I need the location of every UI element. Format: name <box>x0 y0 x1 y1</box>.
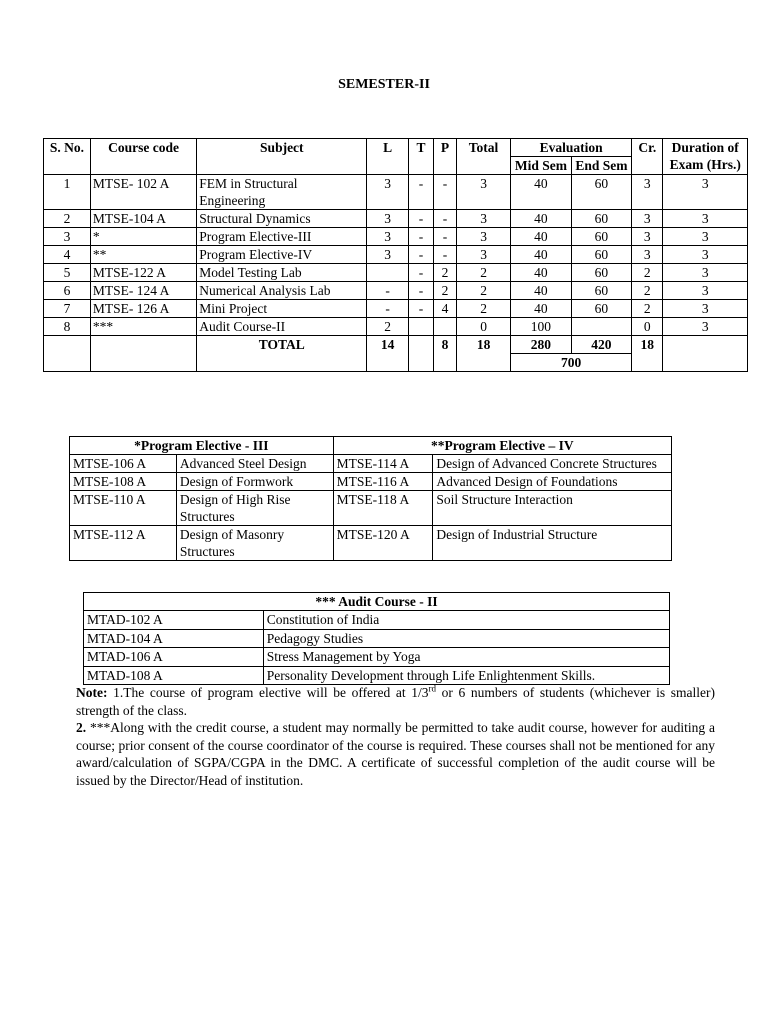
total-cell: 3 <box>456 210 510 228</box>
note-1 <box>76 684 715 719</box>
l-cell: 3 <box>367 175 409 210</box>
elective-iv-name: Soil Structure Interaction <box>433 491 672 526</box>
cr-cell: 2 <box>632 264 663 282</box>
t-cell: - <box>409 228 434 246</box>
mid-sem-header: Mid Sem <box>511 157 571 175</box>
mid-sem-cell: 40 <box>511 300 571 318</box>
t-cell <box>409 318 434 336</box>
table-row <box>44 246 748 264</box>
duration-cell: 3 <box>663 282 748 300</box>
elective-iii-header: *Program Elective - III <box>70 437 334 455</box>
sno-cell: 4 <box>44 246 91 264</box>
note-2-number: 2. <box>76 720 87 735</box>
elective-iv-code: MTSE-120 A <box>333 526 433 561</box>
elective-iv-name: Design of Industrial Structure <box>433 526 672 561</box>
audit-code: MTAD-102 A <box>84 611 264 630</box>
audit-code: MTAD-108 A <box>84 666 264 685</box>
table-row <box>84 666 670 685</box>
t-cell: - <box>409 300 434 318</box>
note-1-text-a: 1.The course of program elective will be offered at 1/3 <box>113 685 429 700</box>
end-sem-cell: 60 <box>571 228 631 246</box>
l-cell: - <box>367 282 409 300</box>
elective-iii-name: Design of Masonry Structures <box>176 526 333 561</box>
audit-code: MTAD-104 A <box>84 629 264 648</box>
audit-name: Personality Development through Life Enlightenment Skills. <box>263 666 669 685</box>
total-cell: 2 <box>456 300 510 318</box>
note-1-text-b: or 6 numbers of students (whichever is smaller) strength of the class. <box>76 685 716 718</box>
total-cell: 3 <box>456 228 510 246</box>
p-cell <box>434 318 457 336</box>
note-2-text: ***Along with the credit course, a student may normally be permitted to take audit course, however for auditing a course; prior consent of the course coordinator of the course is required. These courses shall not be mentioned for any award/calculation of SGPA/CGPA in the DMC. A certificate of successful completion of the audit course will be issued by the Director/Head of institution. <box>76 720 715 788</box>
sno-header: S. No. <box>44 139 91 175</box>
mid-sem-cell: 100 <box>511 318 571 336</box>
sno-cell: 1 <box>44 175 91 210</box>
t-cell: - <box>409 264 434 282</box>
audit-header: *** Audit Course - II <box>84 593 670 611</box>
total-cell: 2 <box>456 264 510 282</box>
elective-iii-code: MTSE-112 A <box>70 526 177 561</box>
semester-table <box>43 138 748 372</box>
note-2 <box>76 719 715 789</box>
t-cell: - <box>409 175 434 210</box>
audit-header-row <box>84 593 670 611</box>
sno-cell: 7 <box>44 300 91 318</box>
elective-iv-name: Advanced Design of Foundations <box>433 473 672 491</box>
duration-cell: 3 <box>663 210 748 228</box>
total-cell: 0 <box>456 318 510 336</box>
end-sem-header: End Sem <box>571 157 631 175</box>
subject-cell: Model Testing Lab <box>197 264 367 282</box>
sno-cell: 3 <box>44 228 91 246</box>
audit-code: MTAD-106 A <box>84 648 264 667</box>
duration-cell: 3 <box>663 300 748 318</box>
audit-name: Pedagogy Studies <box>263 629 669 648</box>
subject-cell: FEM in Structural Engineering <box>197 175 367 210</box>
note-label: Note: <box>76 685 108 700</box>
sno-cell: 5 <box>44 264 91 282</box>
header-row <box>44 139 748 157</box>
total-cell: 3 <box>456 246 510 264</box>
duration-cell: 3 <box>663 175 748 210</box>
elective-iii-code: MTSE-106 A <box>70 455 177 473</box>
course-code-cell: MTSE-104 A <box>90 210 196 228</box>
table-row <box>70 473 672 491</box>
table-row <box>44 228 748 246</box>
duration-cell: 3 <box>663 246 748 264</box>
cr-cell: 0 <box>632 318 663 336</box>
table-row <box>70 491 672 526</box>
course-code-cell: ** <box>90 246 196 264</box>
total-duration <box>663 336 748 372</box>
grand-total: 700 <box>511 354 632 372</box>
cr-cell: 3 <box>632 210 663 228</box>
p-cell: - <box>434 228 457 246</box>
table-row <box>44 264 748 282</box>
duration-cell: 3 <box>663 228 748 246</box>
total-end: 420 <box>571 336 631 354</box>
elective-iv-code: MTSE-114 A <box>333 455 433 473</box>
subject-header: Subject <box>197 139 367 175</box>
p-cell: 2 <box>434 282 457 300</box>
elective-iv-name: Design of Advanced Concrete Structures <box>433 455 672 473</box>
elective-iii-name: Design of High Rise Structures <box>176 491 333 526</box>
total-label: TOTAL <box>197 336 367 372</box>
table-row <box>70 526 672 561</box>
duration-cell: 3 <box>663 264 748 282</box>
end-sem-cell: 60 <box>571 300 631 318</box>
end-sem-cell: 60 <box>571 246 631 264</box>
course-code-cell: MTSE- 126 A <box>90 300 196 318</box>
subject-cell: Program Elective-III <box>197 228 367 246</box>
table-row <box>44 282 748 300</box>
end-sem-cell <box>571 318 631 336</box>
t-cell: - <box>409 210 434 228</box>
duration-cell: 3 <box>663 318 748 336</box>
mid-sem-cell: 40 <box>511 210 571 228</box>
l-cell: - <box>367 300 409 318</box>
course-code-cell: *** <box>90 318 196 336</box>
course-code-cell: MTSE-122 A <box>90 264 196 282</box>
elective-iii-name: Design of Formwork <box>176 473 333 491</box>
cr-cell: 3 <box>632 246 663 264</box>
p-cell: - <box>434 246 457 264</box>
total-l: 14 <box>367 336 409 372</box>
total-row <box>44 336 748 354</box>
cr-cell: 2 <box>632 300 663 318</box>
end-sem-cell: 60 <box>571 282 631 300</box>
course-code-cell: * <box>90 228 196 246</box>
elective-iii-name: Advanced Steel Design <box>176 455 333 473</box>
l-cell: 2 <box>367 318 409 336</box>
duration-header: Duration of Exam (Hrs.) <box>663 139 748 175</box>
table-row <box>44 318 748 336</box>
elective-iv-code: MTSE-116 A <box>333 473 433 491</box>
audit-table <box>83 592 670 685</box>
table-row <box>44 175 748 210</box>
total-total: 18 <box>456 336 510 372</box>
table-row <box>84 611 670 630</box>
course-code-header: Course code <box>90 139 196 175</box>
end-sem-cell: 60 <box>571 264 631 282</box>
table-row <box>84 629 670 648</box>
table-row <box>84 648 670 667</box>
total-cell: 3 <box>456 175 510 210</box>
total-cr: 18 <box>632 336 663 372</box>
mid-sem-cell: 40 <box>511 282 571 300</box>
end-sem-cell: 60 <box>571 175 631 210</box>
sno-cell: 2 <box>44 210 91 228</box>
cr-header: Cr. <box>632 139 663 175</box>
total-p: 8 <box>434 336 457 372</box>
p-cell: - <box>434 175 457 210</box>
total-cell: 2 <box>456 282 510 300</box>
mid-sem-cell: 40 <box>511 175 571 210</box>
course-code-cell: MTSE- 124 A <box>90 282 196 300</box>
elective-iv-code: MTSE-118 A <box>333 491 433 526</box>
table-row <box>44 210 748 228</box>
total-row-blank <box>90 336 196 372</box>
l-header: L <box>367 139 409 175</box>
sno-cell: 6 <box>44 282 91 300</box>
l-cell: 3 <box>367 210 409 228</box>
p-cell: - <box>434 210 457 228</box>
l-cell <box>367 264 409 282</box>
total-header: Total <box>456 139 510 175</box>
course-code-cell: MTSE- 102 A <box>90 175 196 210</box>
subject-cell: Mini Project <box>197 300 367 318</box>
end-sem-cell: 60 <box>571 210 631 228</box>
p-cell: 4 <box>434 300 457 318</box>
subject-cell: Numerical Analysis Lab <box>197 282 367 300</box>
p-header: P <box>434 139 457 175</box>
subject-cell: Structural Dynamics <box>197 210 367 228</box>
mid-sem-cell: 40 <box>511 264 571 282</box>
elective-header-row <box>70 437 672 455</box>
t-header: T <box>409 139 434 175</box>
audit-name: Stress Management by Yoga <box>263 648 669 667</box>
elective-iii-code: MTSE-110 A <box>70 491 177 526</box>
l-cell: 3 <box>367 228 409 246</box>
page-title: SEMESTER-II <box>338 77 430 92</box>
total-t <box>409 336 434 372</box>
notes <box>76 684 715 789</box>
total-mid: 280 <box>511 336 571 354</box>
subject-cell: Program Elective-IV <box>197 246 367 264</box>
sno-cell: 8 <box>44 318 91 336</box>
mid-sem-cell: 40 <box>511 246 571 264</box>
table-row <box>70 455 672 473</box>
mid-sem-cell: 40 <box>511 228 571 246</box>
evaluation-header: Evaluation <box>511 139 632 157</box>
t-cell: - <box>409 246 434 264</box>
cr-cell: 2 <box>632 282 663 300</box>
elective-table <box>69 436 672 561</box>
l-cell: 3 <box>367 246 409 264</box>
cr-cell: 3 <box>632 228 663 246</box>
t-cell: - <box>409 282 434 300</box>
elective-iii-code: MTSE-108 A <box>70 473 177 491</box>
p-cell: 2 <box>434 264 457 282</box>
note-1-sup: rd <box>428 683 437 694</box>
cr-cell: 3 <box>632 175 663 210</box>
subject-cell: Audit Course-II <box>197 318 367 336</box>
audit-name: Constitution of India <box>263 611 669 630</box>
elective-iv-header: **Program Elective – IV <box>333 437 671 455</box>
total-row-blank <box>44 336 91 372</box>
table-row <box>44 300 748 318</box>
